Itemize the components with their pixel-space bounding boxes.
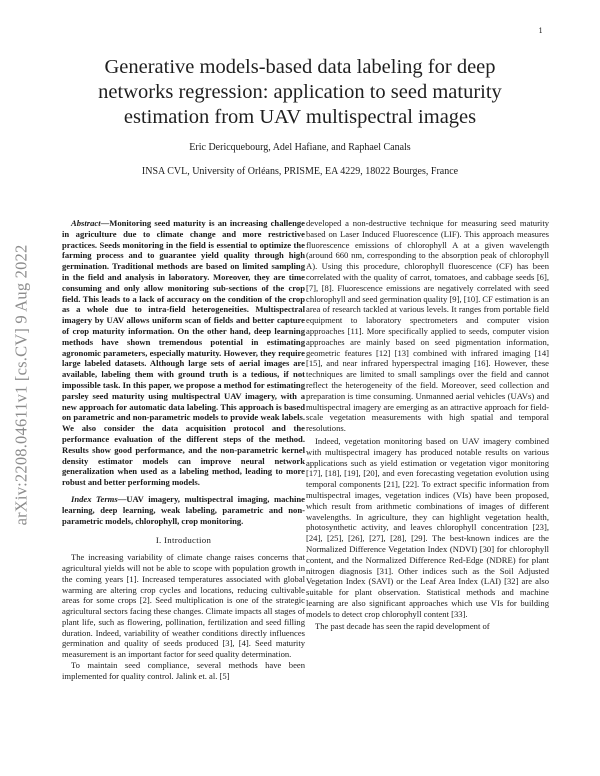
author-list: Eric Dericquebourg, Adel Hafiane, and Raphael Canals <box>189 142 411 153</box>
title-line: Generative models-based data labeling for deep <box>104 56 496 78</box>
section-heading: I. Introduction <box>155 535 212 546</box>
right-column <box>306 218 549 632</box>
abstract-text: —Monitoring seed maturity is an increasing challenge in agriculture due to climate change and more restrictive practices. Seeds monitoring in the field is essential to optimize the farming process and to guarantee yield quality through high germination. Traditional methods are based on limited sampling in the field and analysis in laboratory. Moreover, they are time consuming and only allow monitoring sub-sections of the crop field. This leads to a lack of accuracy on the condition of the crop as a whole due to intra-field heterogeneities. Multispectral imagery by UAV allows uniform scan of fields and better capture of crop maturity information. On the other hand, deep learning methods have shown tremendous potential in estimating agronomic parameters, especially maturity. However, they require large labeled datasets. Although large sets of aerial images are available, labeling them with ground truth is a tedious, if not impossible task. In this paper, we propose a method for estimating parsley seed maturity using multispectral UAV imagery, with a new approach for automatic data labeling. This approach is based on parametric and non-parametric models to provide weak labels. We also consider the data acquisition protocol and the performance evaluation of the different steps of the method. Results show good performance, and the non-parametric kernel density estimator models can improve neural network generalization when used as a labeling method, leading to more robust and better performing models. <box>62 218 305 488</box>
body-paragraph: developed a non-destructive technique for measuring seed maturity based on Laser Induced Fluorescence (LIF). This approach measures fluorescence emissions of chlorophyll A at a given wavelength (around 660 nm, corresponding to the absorption peak of chlorophyll A). Using this procedure, chlorophyll fluorescence (CF) has been correlated with the quality of carrot, tomatoes, and cabbage seeds [6], [7], [8]. Fluorescence emissions are negatively correlated with seed chlorophyll and seed germination quality [9], [10]. CF estimation is an area of research tackled at various levels. It ranges from portable field equipment to laboratory spectrometers and computer vision approaches [11]. More specifically applied to seeds, computer vision approaches are mainly based on seed pigmentation information, geometric features [12] [13] combined with infrared imaging [14] [15], and near infrared hyperspectral imaging [16]. However, these techniques are limited to small samplings over the field and cannot reflect the heterogeneity of the field. Moreover, seed collection and preparation is time consuming. Unmanned aerial vehicles (UAVs) and multispectral imagery are emerging as an attractive approach for field-scale vegetation measurements with high spatial and temporal resolutions. <box>306 218 549 434</box>
body-paragraph: The past decade has seen the rapid development of <box>315 621 490 632</box>
index-terms <box>62 494 305 526</box>
index-terms-text: —UAV imagery, multispectral imaging, machine learning, deep learning, weak labeling, parametric and non-parametric models, chlorophyll, crop monitoring. <box>62 493 305 526</box>
title-line: networks regression: application to seed maturity <box>98 81 502 103</box>
title-line: estimation from UAV multispectral images <box>123 106 477 128</box>
body-paragraph: Indeed, vegetation monitoring based on UAV imagery combined with multispectral imagery has produced notable results on various applications such as yield estimation or vegetation vigor monitoring [17], [18], [19], [20], and even forecasting vegetation evolution using temporal components [21], [22]. To extract specific information from multispectral images, vegetation indices (VIs) have been proposed, which result from arithmetic combinations of images of different wavelengths. In agriculture, they can highlight vegetation health, photosynthetic activity, and leaves chlorophyll concentration [23], [24], [25], [26], [27], [28], [29]. The best-known indices are the Normalized Difference Vegetation Index (NDVI) [30] for chlorophyll content, and the Normalized Difference Red-Edge (NDRE) for plant nitrogen diagnosis [31]. Other indices such as the Soil Adjusted Vegetation Index (SAVI) or the Leaf Area Index (LAI) [32] are also suitable for plant observation. Statistical methods and machine learning are also significant approaches which use VIs for building models to detect crop chlorophyll content [33]. <box>306 435 549 619</box>
affiliation: INSA CVL, University of Orléans, PRISME, EA 4229, 18022 Bourges, France <box>141 166 459 177</box>
arxiv-stamp <box>7 195 35 575</box>
abstract <box>62 218 305 488</box>
body-paragraph: To maintain seed compliance, several methods have been implemented for quality control. Jalink et. al. [5] <box>62 660 305 681</box>
arxiv-stamp-text: arXiv:2208.04611v1 [cs.CV] 9 Aug 2022 <box>11 244 31 526</box>
body-paragraph: The increasing variability of climate change raises concerns that agricultural yields will not be able to scope with population growth in the coming years [1]. Increased temperatures associated with global warming are altering crop cycles and locations, reducing cultivable areas for some crops [2]. Seed multiplication is one of the strategic agricultural sectors facing these changes. Climate impacts all stages of plant life, such as flowering, pollination, fertilization and seed filling duration. Indeed, variability of weather conditions directly influences germination and quality of seeds produced [3], [4]. Seed maturity measurement is an important factor for seed quality determination. <box>62 552 305 660</box>
paper-title <box>50 55 550 130</box>
index-terms-lead: Index Terms <box>71 493 118 504</box>
left-column <box>62 218 305 682</box>
page-number: 1 <box>538 27 543 35</box>
abstract-lead: Abstract <box>71 218 101 228</box>
